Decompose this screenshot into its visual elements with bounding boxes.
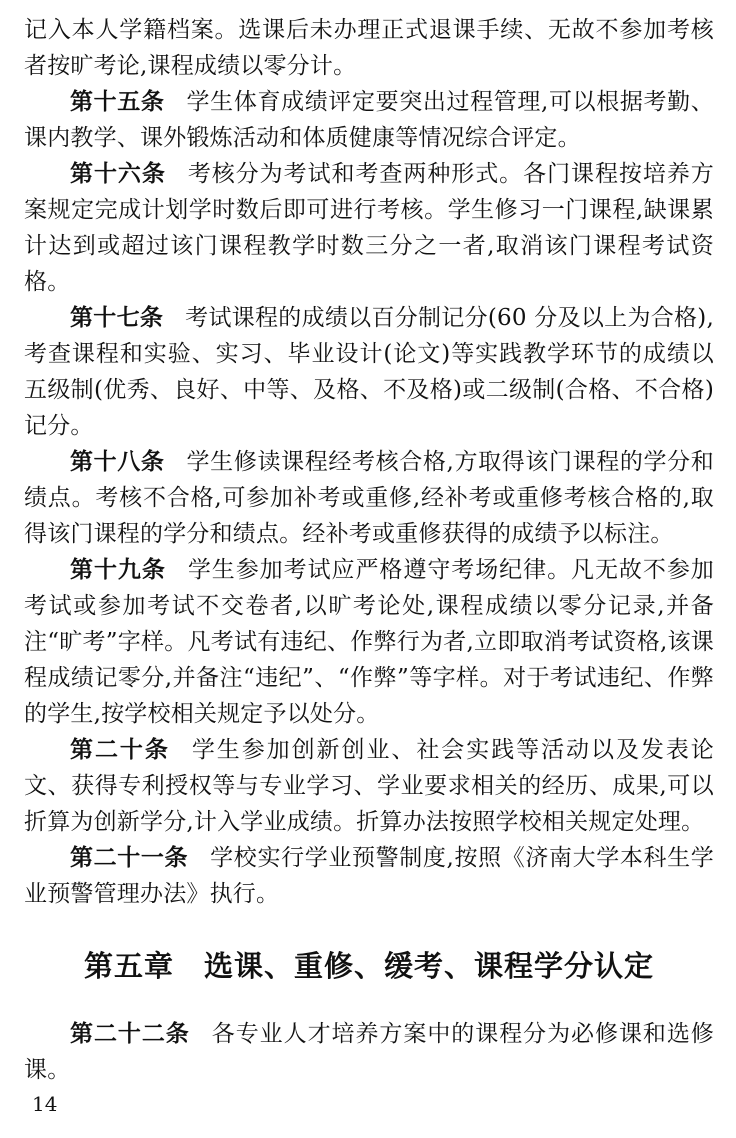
article-number: 第十七条 (70, 305, 164, 331)
chapter-heading: 第五章 选课、重修、缓考、课程学分认定 (83, 949, 654, 983)
article-number: 第十六条 (70, 161, 166, 187)
article-text: 学生参加创新创业、社会实践等活动以及发表论文、获得专利授权等与专业学习、学业要求相关的经历、成果,可以折算为创新学分,计入学业成绩。折算办法按照学校相关规定处理。 (24, 737, 714, 835)
article-21 (24, 840, 714, 912)
document-page (24, 12, 714, 1088)
article-text: 学生体育成绩评定要突出过程管理,可以根据考勤、课内教学、课外锻炼活动和体质健康等情况综合评定。 (24, 89, 714, 151)
article-text: 学生修读课程经考核合格,方取得该门课程的学分和绩点。考核不合格,可参加补考或重修,经补考或重修考核合格的,取得该门课程的学分和绩点。经补考或重修获得的成绩予以标注。 (24, 449, 714, 547)
article-20 (24, 732, 714, 840)
article-15 (24, 84, 714, 156)
article-text: 考核分为考试和考查两种形式。各门课程按培养方案规定完成计划学时数后即可进行考核。学生修习一门课程,缺课累计达到或超过该门课程教学时数三分之一者,取消该门课程考试资格。 (24, 161, 714, 295)
article-16 (24, 156, 714, 300)
article-18 (24, 444, 714, 552)
article-number: 第十五条 (70, 89, 165, 115)
article-19 (24, 552, 714, 732)
page-number: 14 (32, 1092, 58, 1116)
article-22 (24, 1016, 714, 1088)
article-number: 第十九条 (70, 557, 166, 583)
article-text: 学生参加考试应严格遵守考场纪律。凡无故不参加考试或参加考试不交卷者,以旷考论处,课程成绩以零分记录,并备注“旷考”字样。凡考试有违纪、作弊行为者,立即取消考试资格,该课程成绩记零分,并备注“违纪”、“作弊”等字样。对于考试违纪、作弊的学生,按学校相关规定予以处分。 (24, 557, 714, 727)
article-number: 第二十一条 (70, 845, 189, 871)
article-number: 第二十条 (70, 737, 170, 763)
article-text: 学校实行学业预警制度,按照《济南大学本科生学业预警管理办法》执行。 (24, 845, 714, 907)
continuation-paragraph: 记入本人学籍档案。选课后未办理正式退课手续、无故不参加考核者按旷考论,课程成绩以零分计。 (24, 17, 714, 79)
article-17 (24, 300, 714, 444)
article-text: 考试课程的成绩以百分制记分(60 分及以上为合格),考查课程和实验、实习、毕业设计(论文)等实践教学环节的成绩以五级制(优秀、良好、中等、及格、不及格)或二级制(合格、不合格)记分。 (24, 305, 714, 439)
article-text: 各专业人才培养方案中的课程分为必修课和选修课。 (24, 1021, 715, 1083)
article-number: 第二十二条 (70, 1021, 190, 1047)
article-number: 第十八条 (70, 449, 165, 475)
